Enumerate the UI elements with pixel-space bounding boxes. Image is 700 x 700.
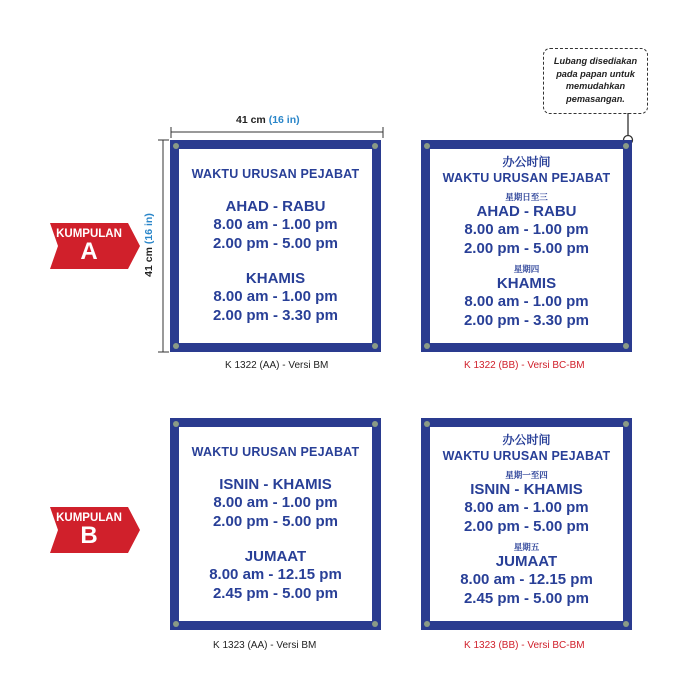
mounting-hole xyxy=(623,143,629,149)
sign-day-range-2: KHAMIS xyxy=(496,275,557,292)
sign-time-1a: 8.00 am - 1.00 pm xyxy=(213,216,338,233)
group-b-label: KUMPULAN xyxy=(56,512,122,524)
height-in: (16 in) xyxy=(143,213,155,245)
height-label xyxy=(143,205,155,285)
sign-day-range-2: JUMAAT xyxy=(244,548,307,565)
sign-title-chinese: 办公时间 xyxy=(502,433,551,447)
sign-day-range-2-chinese: 星期四 xyxy=(513,264,540,274)
callout-line-3: memudahkan xyxy=(565,81,626,91)
width-cm: 41 cm xyxy=(236,114,266,126)
mounting-hole xyxy=(424,621,430,627)
sign-title: WAKTU URUSAN PEJABAT xyxy=(191,445,360,459)
mounting-hole xyxy=(173,621,179,627)
mounting-hole xyxy=(623,421,629,427)
sign-day-range-2-chinese: 星期五 xyxy=(513,542,540,552)
mounting-hole xyxy=(623,621,629,627)
height-cm: 41 cm xyxy=(143,247,155,277)
mounting-hole xyxy=(173,343,179,349)
sign-time-1b: 2.00 pm - 5.00 pm xyxy=(212,235,339,252)
sign-time-2a: 8.00 am - 12.15 pm xyxy=(460,571,593,588)
width-label xyxy=(236,114,300,126)
group-b-badge xyxy=(50,507,140,553)
callout-line-4: pemasangan. xyxy=(566,93,625,104)
group-a-label: KUMPULAN xyxy=(56,228,122,240)
sign-title-chinese: 办公时间 xyxy=(502,155,551,169)
sign-title: WAKTU URUSAN PEJABAT xyxy=(191,167,360,181)
sign-time-1b: 2.00 pm - 5.00 pm xyxy=(212,513,339,530)
sign-time-2a: 8.00 am - 1.00 pm xyxy=(213,288,338,305)
mounting-hole xyxy=(372,143,378,149)
sign-time-2a: 8.00 am - 12.15 pm xyxy=(209,566,342,583)
sign-time-2b: 2.00 pm - 3.30 pm xyxy=(212,307,339,324)
caption-k1322-aa: K 1322 (AA) - Versi BM xyxy=(225,360,329,371)
sign-time-2b: 2.45 pm - 5.00 pm xyxy=(212,585,339,602)
group-b-letter: B xyxy=(80,522,98,549)
width-dimension-line xyxy=(168,124,386,140)
caption-k1322-bb: K 1322 (BB) - Versi BC-BM xyxy=(464,360,585,371)
sign-k1322-aa xyxy=(170,140,381,352)
height-dimension-line xyxy=(155,137,171,355)
mounting-hole xyxy=(424,343,430,349)
width-in: (16 in) xyxy=(268,114,300,126)
mounting-hole xyxy=(372,621,378,627)
sign-k1322-bb xyxy=(421,140,632,352)
callout-line-2: pada papan untuk xyxy=(556,68,635,79)
sign-time-2b: 2.45 pm - 5.00 pm xyxy=(463,590,590,607)
mounting-hole xyxy=(372,343,378,349)
sign-time-1a: 8.00 am - 1.00 pm xyxy=(464,499,589,516)
sign-time-1a: 8.00 am - 1.00 pm xyxy=(464,221,589,238)
sign-day-range-2: KHAMIS xyxy=(245,270,306,287)
sign-day-range-1-chinese: 星期日至三 xyxy=(505,192,548,202)
sign-title: WAKTU URUSAN PEJABAT xyxy=(442,449,611,463)
sign-day-range-1: AHAD - RABU xyxy=(476,203,577,220)
sign-time-1b: 2.00 pm - 5.00 pm xyxy=(463,518,590,535)
group-a-letter: A xyxy=(80,238,98,265)
sign-day-range-1: AHAD - RABU xyxy=(225,198,326,215)
mounting-hole xyxy=(623,343,629,349)
caption-k1323-aa: K 1323 (AA) - Versi BM xyxy=(213,640,317,651)
mounting-hole-callout xyxy=(543,48,648,114)
sign-day-range-2: JUMAAT xyxy=(495,553,558,570)
sign-time-1a: 8.00 am - 1.00 pm xyxy=(213,494,338,511)
group-a-badge xyxy=(50,223,140,269)
mounting-hole xyxy=(372,421,378,427)
sign-time-2a: 8.00 am - 1.00 pm xyxy=(464,293,589,310)
sign-day-range-1-chinese: 星期一至四 xyxy=(505,470,548,480)
sign-time-2b: 2.00 pm - 3.30 pm xyxy=(463,312,590,329)
sign-k1323-aa xyxy=(170,418,381,630)
sign-time-1b: 2.00 pm - 5.00 pm xyxy=(463,240,590,257)
callout-line-1: Lubang disediakan xyxy=(553,56,638,66)
caption-k1323-bb: K 1323 (BB) - Versi BC-BM xyxy=(464,640,585,651)
sign-day-range-1: ISNIN - KHAMIS xyxy=(470,481,583,498)
sign-day-range-1: ISNIN - KHAMIS xyxy=(219,476,332,493)
sign-k1323-bb xyxy=(421,418,632,630)
sign-title: WAKTU URUSAN PEJABAT xyxy=(442,171,611,185)
